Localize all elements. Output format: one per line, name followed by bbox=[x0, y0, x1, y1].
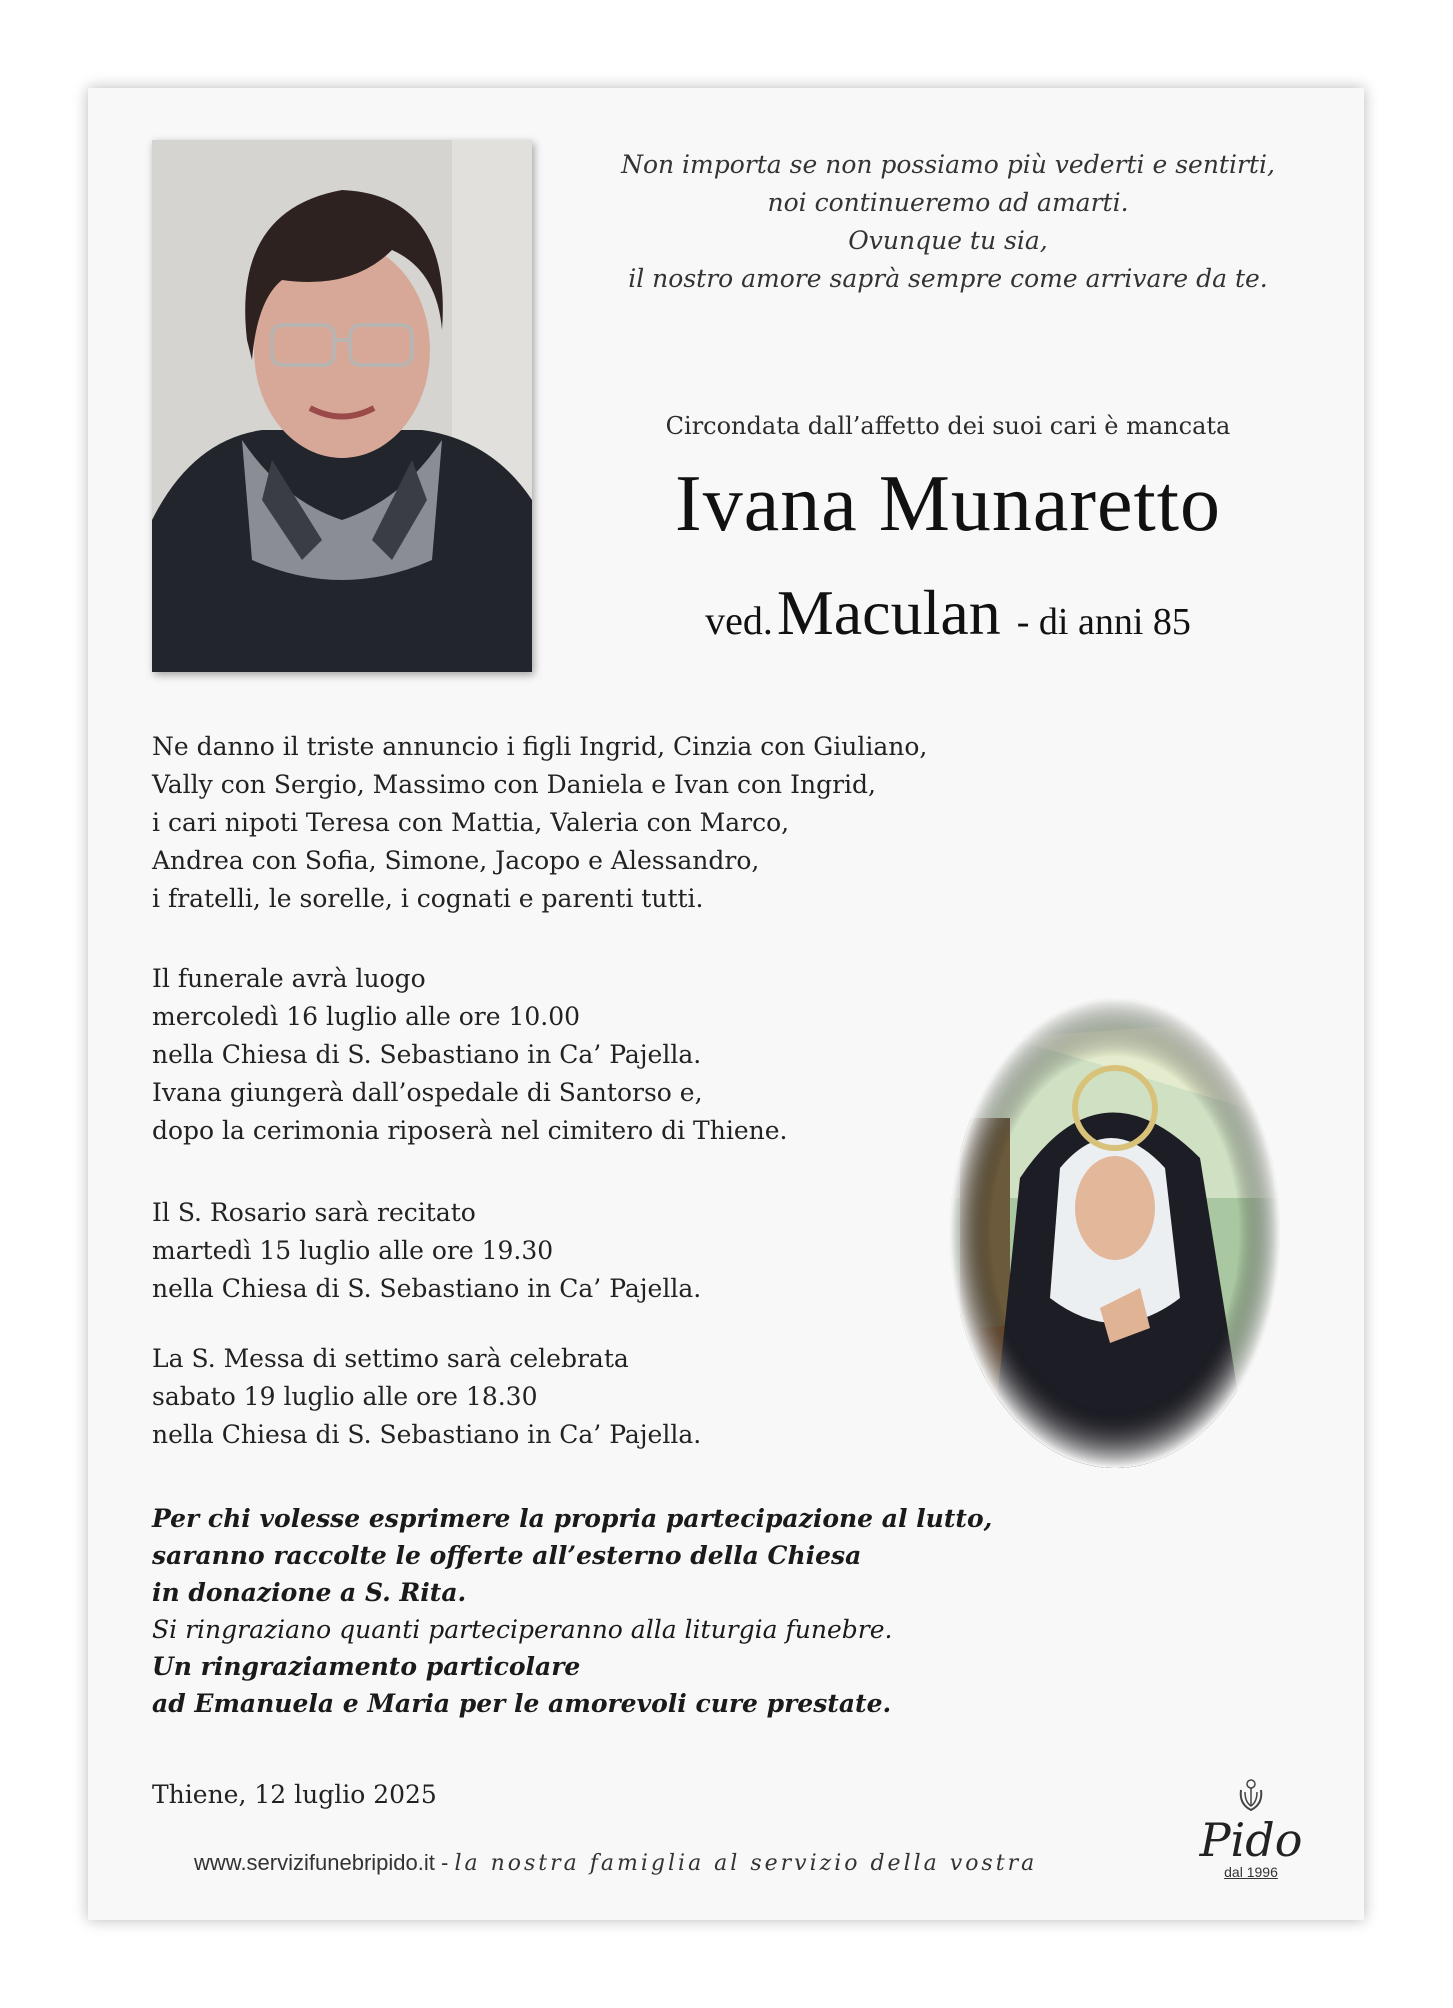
obituary-sheet bbox=[88, 88, 1364, 1920]
donation-and-thanks bbox=[152, 1500, 1012, 1722]
deceased-name: Ivana Munaretto bbox=[675, 460, 1221, 548]
mass-line: sabato 19 luglio alle ore 18.30 bbox=[152, 1382, 538, 1411]
memorial-poem bbox=[588, 146, 1308, 298]
website-link[interactable]: www.servizifunebripido.it bbox=[194, 1850, 435, 1875]
rosary-line: Il S. Rosario sarà recitato bbox=[152, 1198, 476, 1227]
wreath-icon bbox=[1231, 1776, 1271, 1816]
notes-line: ad Emanuela e Maria per le amorevoli cure prestate. bbox=[152, 1689, 892, 1718]
widow-surname: Maculan bbox=[776, 577, 1001, 648]
funeral-line: Il funerale avrà luogo bbox=[152, 964, 426, 993]
family-line: Ne danno il triste annuncio i figli Ingrid, Cinzia con Giuliano, bbox=[152, 732, 928, 761]
family-line: Andrea con Sofia, Simone, Jacopo e Alessandro, bbox=[152, 846, 760, 875]
place-and-date: Thiene, 12 luglio 2025 bbox=[152, 1780, 437, 1809]
logo-since: dal 1996 bbox=[1224, 1864, 1278, 1880]
announcement-intro: Circondata dall’affetto dei suoi cari è mancata bbox=[665, 412, 1231, 440]
family-line: i fratelli, le sorelle, i cognati e parenti tutti. bbox=[152, 884, 704, 913]
portrait-photo bbox=[152, 140, 532, 672]
mass-info bbox=[152, 1340, 1012, 1454]
funeral-line: mercoledì 16 luglio alle ore 10.00 bbox=[152, 1002, 581, 1031]
family-announcement bbox=[152, 728, 1012, 918]
notes-line: Si ringraziano quanti parteciperanno alla liturgia funebre. bbox=[152, 1615, 893, 1644]
mass-line: nella Chiesa di S. Sebastiano in Ca’ Pajella. bbox=[152, 1420, 702, 1449]
logo-brand: Pido bbox=[1199, 1813, 1303, 1867]
footer-separator: - bbox=[434, 1850, 455, 1875]
poem-line: Ovunque tu sia, bbox=[848, 226, 1048, 255]
funeral-line: dopo la cerimonia riposerà nel cimitero di Thiene. bbox=[152, 1116, 788, 1145]
rosary-line: nella Chiesa di S. Sebastiano in Ca’ Pajella. bbox=[152, 1274, 702, 1303]
mass-line: La S. Messa di settimo sarà celebrata bbox=[152, 1344, 629, 1373]
poem-line: noi continueremo ad amarti. bbox=[767, 188, 1129, 217]
poem-line: Non importa se non possiamo più vederti e sentirti, bbox=[621, 150, 1275, 179]
family-line: Vally con Sergio, Massimo con Daniela e Ivan con Ingrid, bbox=[152, 770, 876, 799]
funeral-line: nella Chiesa di S. Sebastiano in Ca’ Pajella. bbox=[152, 1040, 702, 1069]
notes-line: Per chi volesse esprimere la propria partecipazione al lutto, bbox=[152, 1504, 993, 1533]
widow-prefix: ved. bbox=[705, 598, 773, 643]
funeral-home-logo bbox=[1186, 1776, 1316, 1880]
age-text: - di anni 85 bbox=[1016, 601, 1191, 643]
footer-tagline: la nostra famiglia al servizio della vostra bbox=[454, 1851, 1038, 1876]
rosary-line: martedì 15 luglio alle ore 19.30 bbox=[152, 1236, 554, 1265]
funeral-info bbox=[152, 960, 1012, 1150]
widow-line bbox=[548, 576, 1348, 650]
funeral-line: Ivana giungerà dall’ospedale di Santorso e, bbox=[152, 1078, 703, 1107]
notes-line: in donazione a S. Rita. bbox=[152, 1578, 467, 1607]
family-line: i cari nipoti Teresa con Mattia, Valeria con Marco, bbox=[152, 808, 790, 837]
saint-rita-image bbox=[950, 998, 1280, 1468]
footer bbox=[194, 1850, 1037, 1876]
poem-line: il nostro amore saprà sempre come arrivare da te. bbox=[628, 264, 1268, 293]
notes-line: Un ringraziamento particolare bbox=[152, 1652, 581, 1681]
notes-line: saranno raccolte le offerte all’esterno della Chiesa bbox=[152, 1541, 862, 1570]
rosary-info bbox=[152, 1194, 1012, 1308]
